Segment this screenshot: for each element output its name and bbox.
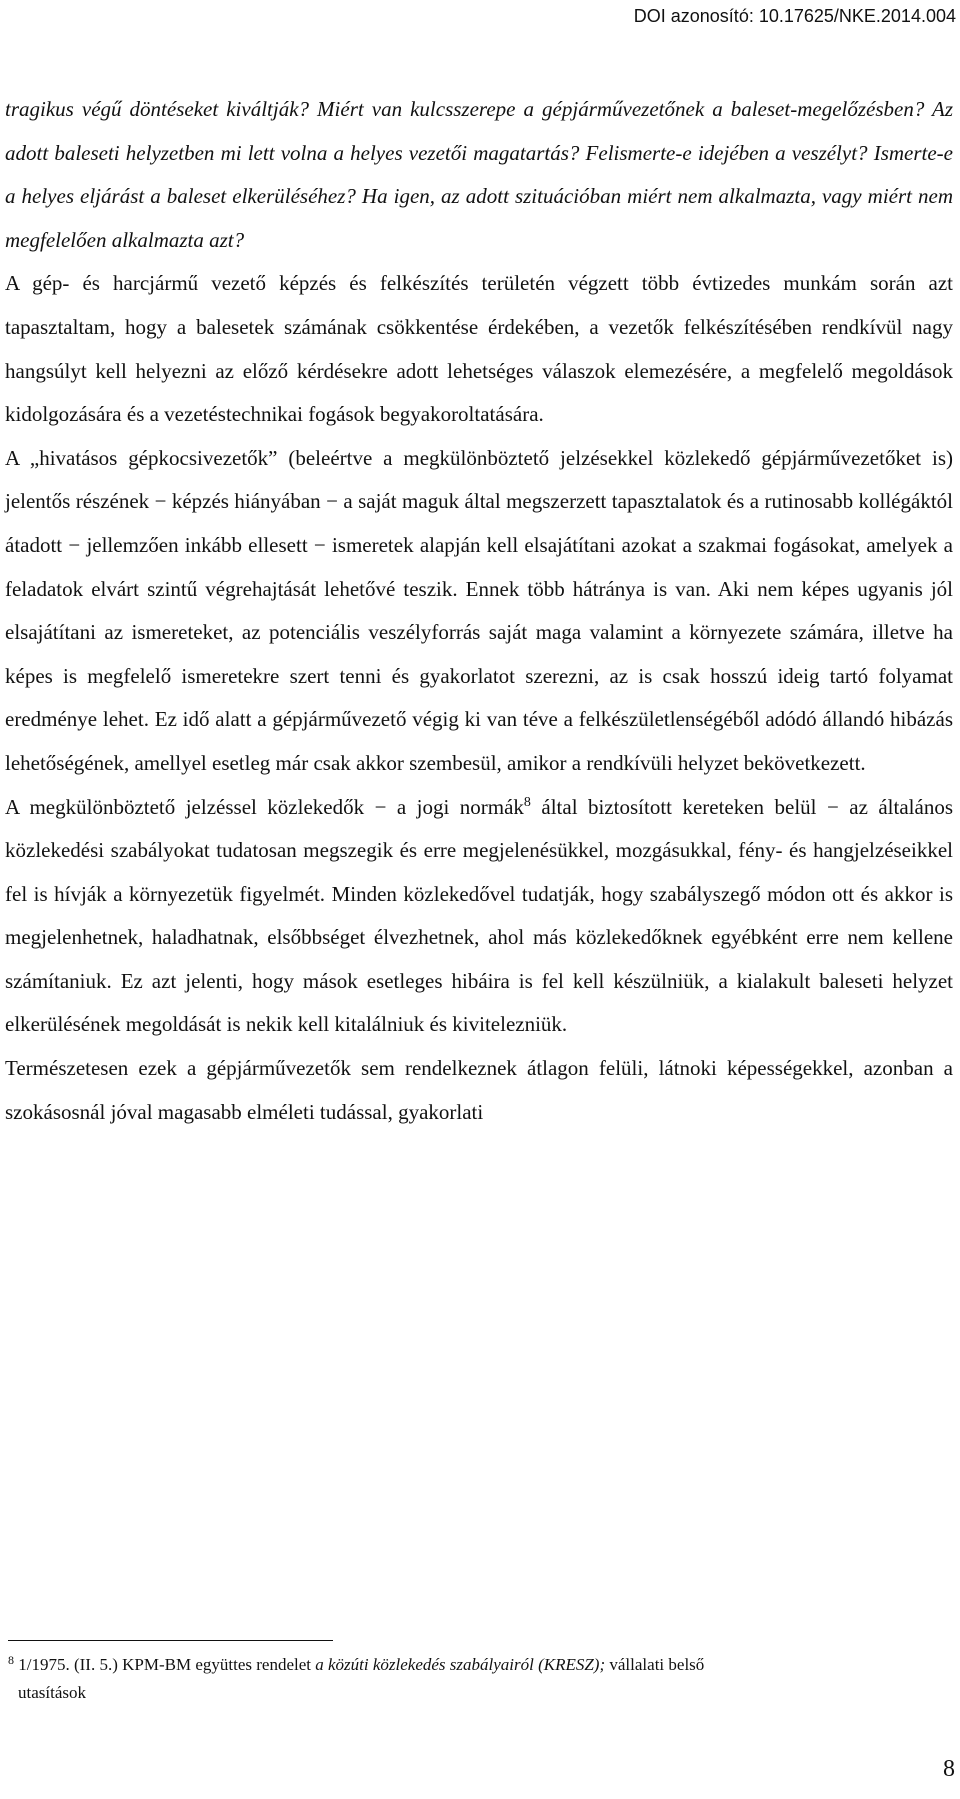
paragraph-abilities: Természetesen ezek a gépjárművezetők sem rendelkeznek átlagon felüli, látnoki képességekkel, azonban a szokásosnál jóval magasabb elméleti tudással, gyakorlati [5, 1056, 953, 1124]
footnote-continuation: utasítások [18, 1683, 86, 1702]
footnote-line-1 [8, 1651, 943, 1679]
italic-questions-paragraph: tragikus végű döntéseket kiváltják? Miért van kulcsszerepe a gépjárművezetőnek a baleset-megelőzésben? Az adott baleseti helyzetben mi lett volna a helyes vezetői magatartás? Felismerte-e idejében a veszélyt? Ismerte-e a helyes eljárást a baleset elkerüléséhez? Ha igen, az adott szituációban miért nem alkalmazta, vagy miért nem megfelelően alkalmazta azt? [5, 97, 953, 252]
footnote-text-after: vállalati belső [605, 1655, 705, 1674]
footnote [8, 1651, 943, 1707]
footnote-separator [8, 1640, 333, 1641]
paragraph-experience: A gép- és harcjármű vezető képzés és felkészítés területén végzett több évtizedes munkám során azt tapasztaltam, hogy a balesetek számának csökkentése érdekében, a vezetők felkészítésében rendkívül nagy hangsúlyt kell helyezni az előző kérdésekre adott lehetséges válaszok elemezésére, a megfelelő megoldások kidolgozására és a vezetéstechnikai fogások begyakoroltatására. [5, 271, 953, 427]
paragraph-professional-drivers: A „hivatásos gépkocsivezetők” (beleértve a megkülönböztető jelzésekkel közlekedő gépjárművezetőket is) jelentős részének − képzés hiányában − a saját maguk által megszerzett tapasztalatok és a rutinosabb kollégáktól átadott − jellemzően inkább ellesett − ismeretek alapján kell elsajátítani azokat a szakmai fogásokat, amelyek a feladatok elvárt szintű végrehajtását lehetővé teszik. Ennek több hátránya is van. Aki nem képes ugyanis jól elsajátítani az ismereteket, az potenciális veszélyforrás saját maga valamint a környezete számára, illetve ha képes is megfelelő ismeretekre szert tenni és gyakorlatot szerezni, az is csak hosszú ideig tartó folyamat eredménye lehet. Ez idő alatt a gépjárművezető végig ki van téve a felkészületlenségéből adódó állandó hibázás lehetőségének, amellyel esetleg már csak akkor szembesül, amikor a rendkívüli helyzet bekövetkezett. [5, 445, 953, 775]
footnote-text-before: 1/1975. (II. 5.) KPM-BM együttes rendelet [14, 1655, 316, 1674]
footnote-reference[interactable]: 8 [523, 794, 531, 810]
paragraph-3-text-end: által biztosított kereteken belül − az általános közlekedési szabályokat tudatosan megszegik és erre megjelenésükkel, mozgásukkal, fény- és hangjelzéseikkel fel is hívják a környezetük figyelmét. Minden közlekedővel tudatják, hogy szabályszegő módon ott és akkor is megjelenhetnek, haladhatnak, elsőbbséget élvezhetnek, ahol más közlekedőknek egyébként erre nem kellene számítaniuk. Ez azt jelenti, hogy mások esetleges hibáira is fel kell készülniük, a kialakult baleseti helyzet elkerülésének megoldását is nekik kell kitalálniuk és kivitelezniük. [5, 794, 953, 1037]
doi-header: DOI azonosító: 10.17625/NKE.2014.004 [633, 6, 956, 26]
paragraph-emergency-vehicles [5, 786, 953, 1048]
document-body [5, 88, 953, 1134]
footnote-law-title: a közúti közlekedés szabályairól (KRESZ); [315, 1655, 606, 1674]
page-number: 8 [943, 1756, 955, 1782]
footnote-number: 8 [8, 1653, 14, 1667]
paragraph-3-text-start: A megkülönböztető jelzéssel közlekedők − a jogi normák [5, 794, 524, 819]
